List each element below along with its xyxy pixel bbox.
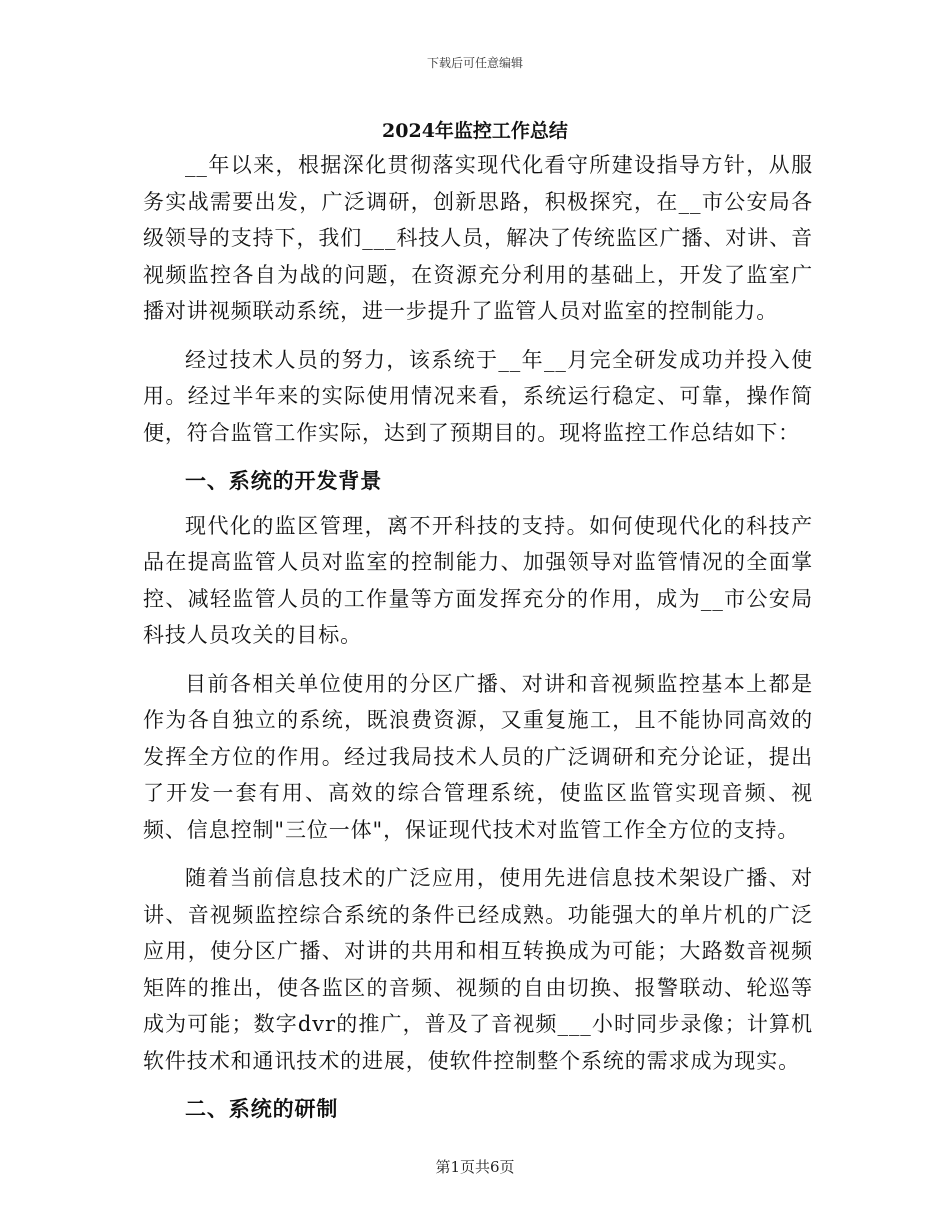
section-1-paragraph-2: 目前各相关单位使用的分区广播、对讲和音视频监控基本上都是作为各自独立的系统，既浪费资源，又重复施工，且不能协同高效的发挥全方位的作用。经过我局技术人员的广泛调研和充分论证，提出了开发一套有用、高效的综合管理系统，使监区监管实现音频、视频、信息控制"三位一体"，保证现代技术对监管工作全方位的支持。 — [143, 671, 813, 842]
section-2-heading: 二、系统的研制 — [185, 1096, 339, 1121]
section-1-paragraph-1: 现代化的监区管理，离不开科技的支持。如何使现代化的科技产品在提高监管人员对监室的控制能力、加强领导对监管情况的全面掌控、减轻监管人员的工作量等方面发挥充分的作用，成为__市公安局科技人员攻关的目标。 — [143, 513, 813, 647]
section-1-heading: 一、系统的开发背景 — [185, 468, 383, 493]
section-1-paragraph-3: 随着当前信息技术的广泛应用，使用先进信息技术架设广播、对讲、音视频监控综合系统的条件已经成熟。功能强大的单片机的广泛应用，使分区广播、对讲的共用和相互转换成为可能；大路数音视频矩阵的推出，使各监区的音频、视频的自由切换、报警联动、轮巡等成为可能；数字dvr的推广，普及了音视频___小时同步录像；计算机软件技术和通讯技术的进展，使软件控制整个系统的需求成为现实。 — [143, 866, 813, 1073]
page-footer: 第1页共6页 — [435, 1158, 515, 1176]
document-body — [143, 147, 813, 1136]
intro-paragraph-1: __年以来，根据深化贯彻落实现代化看守所建设指导方针，从服务实战需要出发，广泛调研，创新思路，积极探究，在__市公安局各级领导的支持下，我们___科技人员，解决了传统监区广播、对讲、音视频监控各自为战的问题，在资源充分利用的基础上，开发了监室广播对讲视频联动系统，进一步提升了监管人员对监室的控制能力。 — [143, 153, 813, 323]
document-title: 2024年监控工作总结 — [382, 120, 568, 142]
header-note: 下载后可任意编辑 — [426, 56, 523, 70]
intro-paragraph-2: 经过技术人员的努力，该系统于__年__月完全研发成功并投入使用。经过半年来的实际使用情况来看，系统运行稳定、可靠，操作简便，符合监管工作实际，达到了预期目的。现将监控工作总结如下： — [143, 347, 813, 445]
